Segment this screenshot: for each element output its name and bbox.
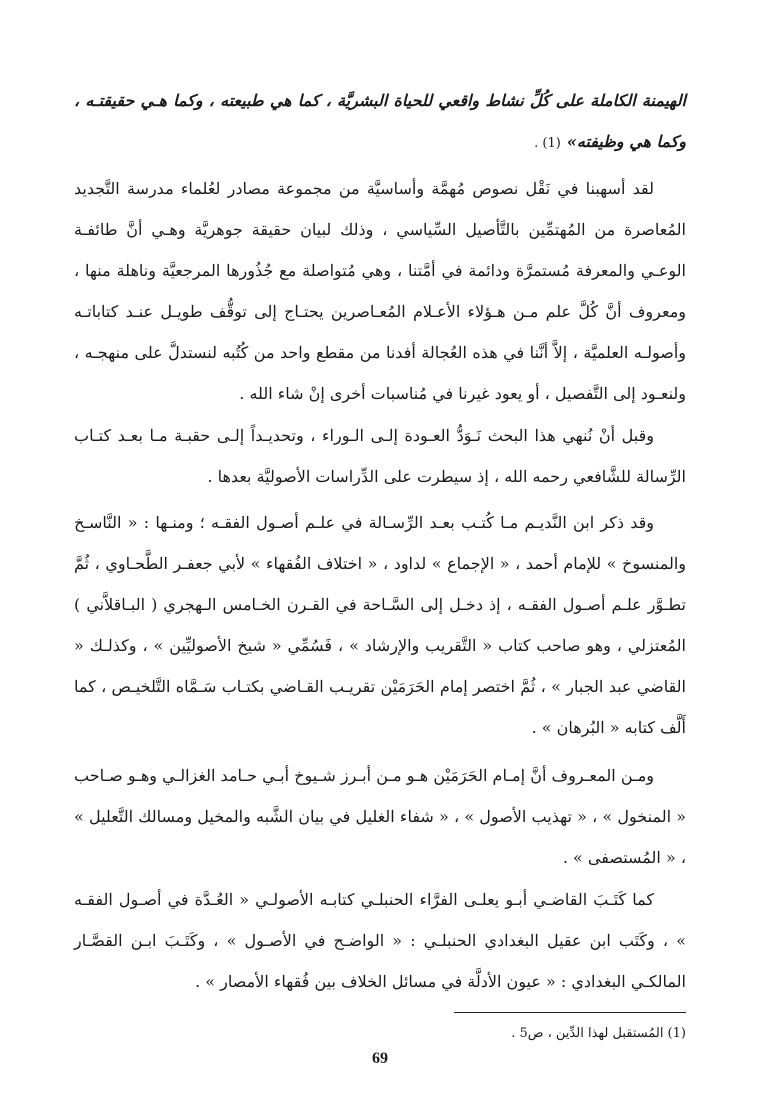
footnote: (1) المُستقبل لهذا الدِّين ، ص5 . xyxy=(511,1026,686,1041)
paragraph-4: ومـن المعـروف أنَّ إمـام الحَرَمَيْن هـو مـن أبـرز شـيوخ أبـي حـامد الغزالـي وهـو صـاحب « المنخول » ، « تهذيب الأصول » ، « شفاء الغليل في بيان الشَّبه والمخيل ومسالك التَّعليل » ، « المُستصفى » . xyxy=(74,766,686,867)
page-number: 69 xyxy=(372,1050,388,1067)
paragraph-2: وقبل أنْ نُنهي هذا البحث نَـوَدُّ العـودة إلـى الـوراء ، وتحديـداً إلـى حقبـة مـا بعـد كتـاب الرِّسالة للشَّافعي رحمه الله ، إذ سيطرت على الدِّراسات الأصوليَّة بعدها . xyxy=(74,426,686,486)
paragraph-5: كما كَتَـبَ القاضـي أبـو يعلـى الفرَّاء الحنبلـي كتابـه الأصولـي « العُـدَّة في أصـول الفقـه » ، وكَتَب ابن عقيل البغدادي الحنبلـي : « الواضـح في الأصـول » ، وكَتَـبَ ابـن القصَّـار المالكـي البغدادي : « عيون الأدلَّة في مسائل الخلاف بين فُقهاء الأمصار » . xyxy=(74,890,686,991)
quotation-text: الهيمنة الكاملة على كُلِّ نشاط واقعي للحياة البشريَّة ، كما هي طبيعته ، وكما هـي حقيقتـه ، وكما هي وظيفته» xyxy=(74,91,686,151)
footnote-separator xyxy=(454,1012,686,1013)
footnote-reference: (1) . xyxy=(534,136,561,151)
paragraph-1: لقد أسهبنا في نَقْل نصوص مُهمَّة وأساسيَّة من مجموعة مصادر لعُلماء مدرسة التَّجديد المُعاصرة من المُهتمِّين بالتَّأصيل السِّياسي ، وذلك لبيان حقيقة جوهريَّة وهـي أنَّ طائفـة الوعـي والمعرفة مُستمرَّة ودائمة في أمَّتنا ، وهي مُتواصلة مع جُذُورها المرجعيَّة وناهلة منها ، ومعروف أنَّ كُلَّ علم مـن هـؤلاء الأعـلام المُعـاصرين يحتـاج إلى توقُّف طويـل عنـد كتاباتـه وأصولـه العلميَّة ، إلاَّ أنَّنا في هذه العُجالة أفدنا من مقطع واحد من كُتُبه لنستدلَّ على منهجـه ، ولنعـود إلى التَّفصيل ، أو يعود غيرنا في مُناسبات أخرى إنْ شاء الله . xyxy=(74,179,687,403)
quotation-block xyxy=(74,80,686,164)
paragraph-3: وقد ذكر ابن النَّديـم مـا كُتـب بعـد الرِّسـالة في علـم أصـول الفقـه ؛ ومنـها : « النَّاسـخ والمنسوخ » للإمام أحمد ، « الإجماع » لداود ، « اختلاف الفُقهاء » لأبي جعفـر الطَّحـاوي ، ثُمَّ تطـوَّر علـم أصـول الفقـه ، إذ دخـل إلى السَّـاحة في القـرن الخـامس الـهجري ( البـاقلاَّني ) المُعتزلي ، وهو صاحب كتاب « التَّقريب والإرشاد » ، فَسُمِّي « شيخ الأصوليِّين » ، وكذلـك « القاضي عبد الجبار » ، ثُمَّ اختصر إمام الحَرَمَيْن تقريـب القـاضي بكتـاب سَـمَّاه التَّلخيـص ، كما أَلَّف كتابه « البُرهان » . xyxy=(74,513,687,737)
